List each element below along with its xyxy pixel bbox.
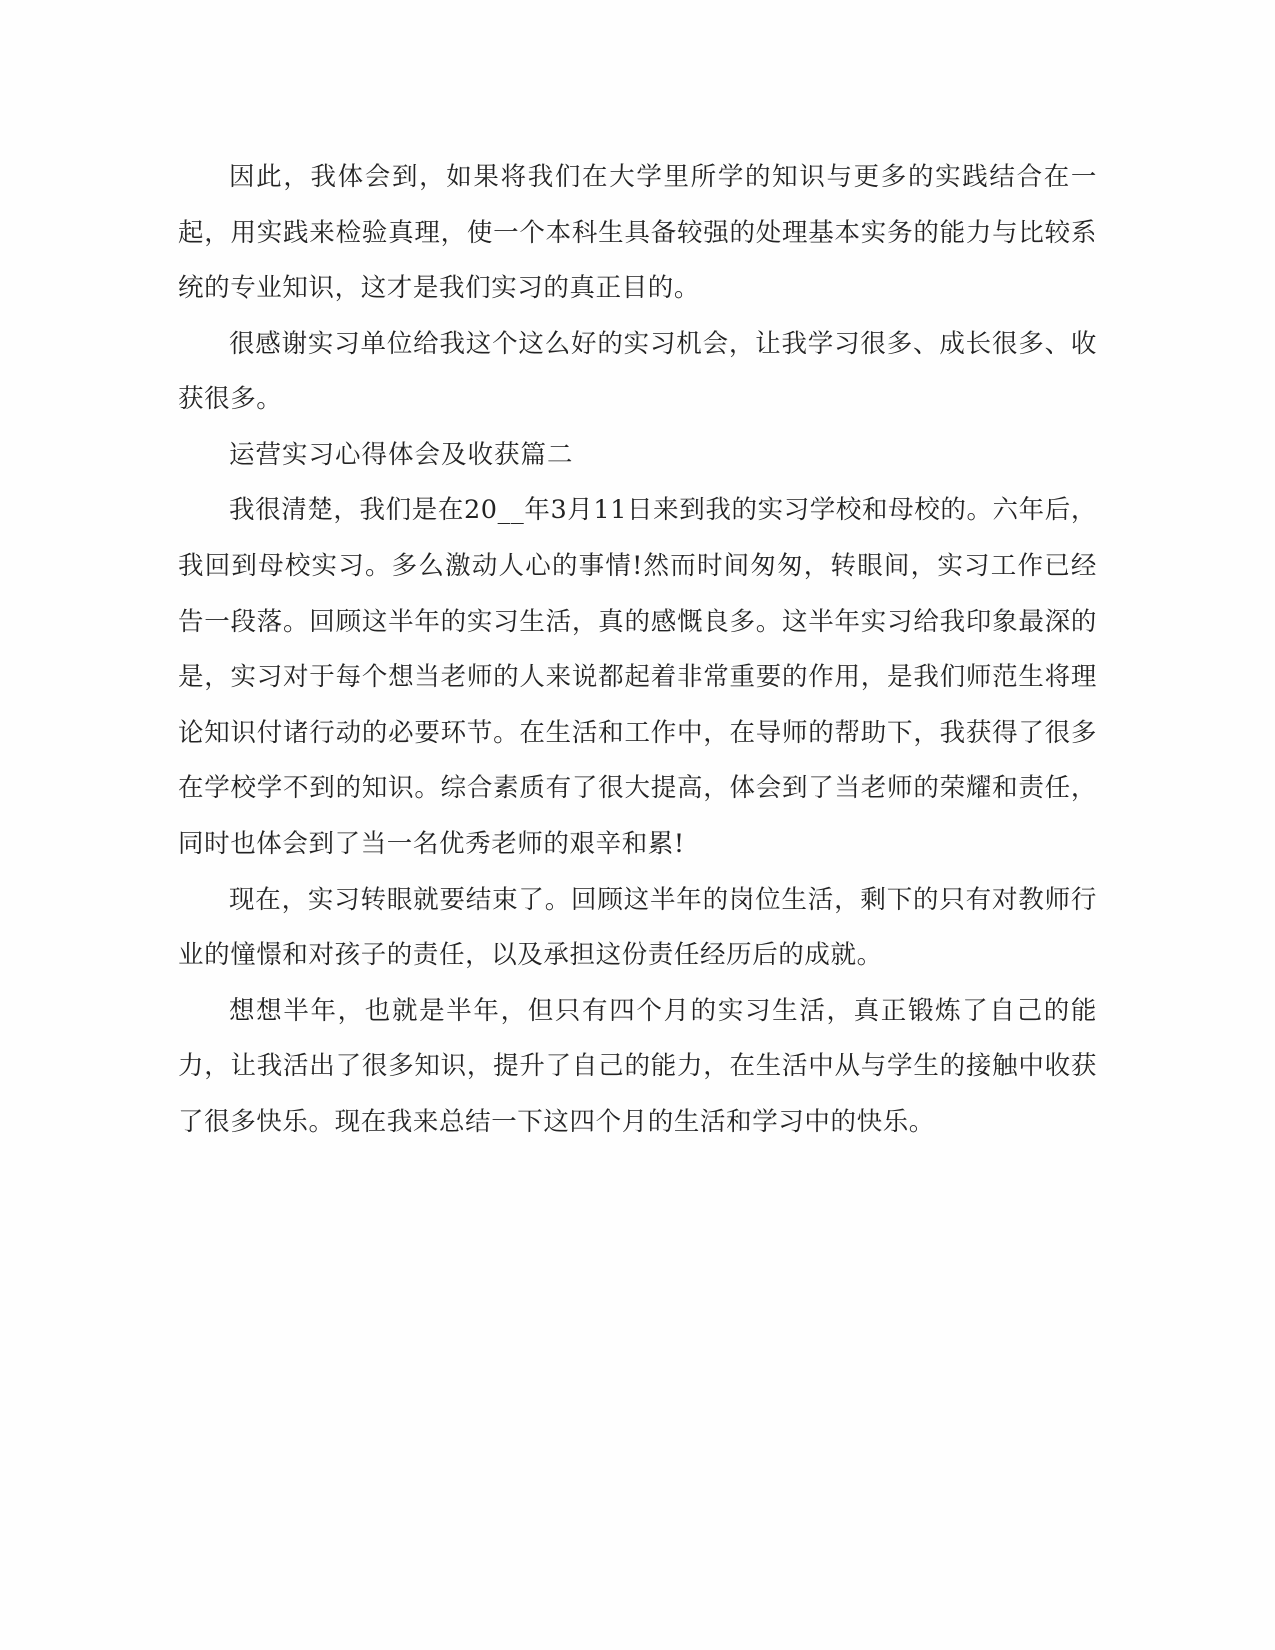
paragraph: 现在，实习转眼就要结束了。回顾这半年的岗位生活，剩下的只有对教师行业的憧憬和对孩子的责任，以及承担这份责任经历后的成就。 bbox=[178, 884, 1097, 971]
paragraph: 很感谢实习单位给我这个这么好的实习机会，让我学习很多、成长很多、收获很多。 bbox=[178, 328, 1097, 415]
section-heading: 运营实习心得体会及收获篇二 bbox=[229, 439, 574, 470]
paragraph: 因此，我体会到，如果将我们在大学里所学的知识与更多的实践结合在一起，用实践来检验真理，使一个本科生具备较强的处理基本实务的能力与比较系统的专业知识，这才是我们实习的真正目的。 bbox=[178, 162, 1097, 304]
document-body bbox=[178, 150, 1097, 1150]
paragraph: 想想半年，也就是半年，但只有四个月的实习生活，真正锻炼了自己的能力，让我活出了很多知识，提升了自己的能力，在生活中从与学生的接触中收获了很多快乐。现在我来总结一下这四个月的生活和学习中的快乐。 bbox=[178, 995, 1097, 1137]
paragraph: 我很清楚，我们是在20__年3月11日来到我的实习学校和母校的。六年后，我回到母校实习。多么激动人心的事情!然而时间匆匆，转眼间，实习工作已经告一段落。回顾这半年的实习生活，真的感慨良多。这半年实习给我印象最深的是，实习对于每个想当老师的人来说都起着非常重要的作用，是我们师范生将理论知识付诸行动的必要环节。在生活和工作中，在导师的帮助下，我获得了很多在学校学不到的知识。综合素质有了很大提高，体会到了当老师的荣耀和责任，同时也体会到了当一名优秀老师的艰辛和累! bbox=[178, 495, 1097, 859]
